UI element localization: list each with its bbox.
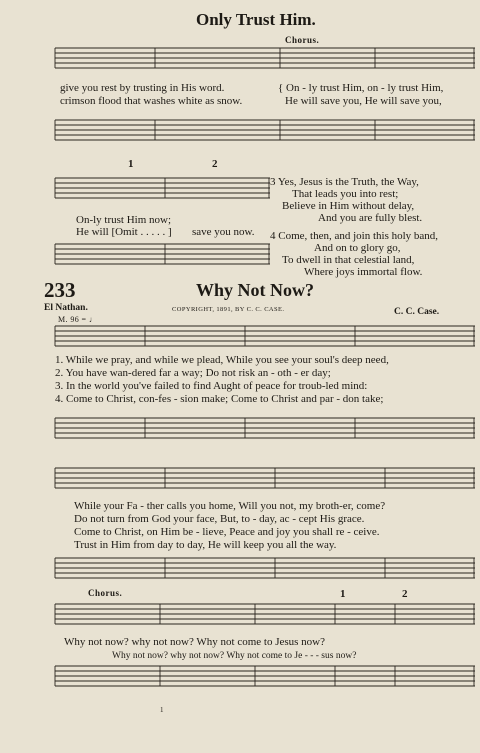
song2-author: El Nathan. <box>44 303 88 313</box>
song1-chorus-line2b: He will save you, He will save you, <box>285 95 442 107</box>
song1-chorus-line1: { On - ly trust Him, on - ly trust Him, <box>278 82 444 94</box>
song1-chorus-line1b: give you rest by trusting in His word. <box>60 82 225 94</box>
hymn-number: 233 <box>44 278 76 302</box>
song1-chorus-line2a: crimson flood that washes white as snow. <box>60 95 243 107</box>
song1-ending-1: 1 <box>128 158 134 170</box>
song1-verse4-line4: Where joys immortal flow. <box>304 266 423 278</box>
song2-verse-b-1: While your Fa - ther calls you home, Will you not, my broth-er, come? <box>74 500 386 512</box>
staff-system-3-bass <box>55 412 475 452</box>
staff-system-2-bass <box>55 238 270 278</box>
song2-verse-a-4: 4. Come to Christ, con-fes - sion make; Come to Christ and par - don take; <box>55 393 384 405</box>
song2-verse-a-2: 2. You have wan-dered far a way; Do not risk an - oth - er day; <box>55 367 331 379</box>
song2-title: Why Not Now? <box>196 280 315 300</box>
staff-system-2-treble <box>55 172 270 212</box>
song2-verse-a-1: 1. While we pray, and while we plead, While you see your soul's deep need, <box>55 354 389 366</box>
song1-title: Only Trust Him. <box>196 10 316 29</box>
song2-chorus-line1: Why not now? why not now? Why not come to Jesus now? <box>64 636 326 648</box>
song1-ending-2: 2 <box>212 158 218 170</box>
song1-verse3-line2: That leads you into rest; <box>292 188 399 200</box>
song1-tail2a: He will [Omit . . . . . ] <box>76 226 172 238</box>
page-mark: 1 <box>160 706 164 714</box>
song2-verse-b-2: Do not turn from God your face, But, to - day, ac - cept His grace. <box>74 513 365 525</box>
song1-tail1: On-ly trust Him now; <box>76 214 172 226</box>
staff-system-1-treble <box>55 42 475 82</box>
song1-verse3-line4: And you are fully blest. <box>318 212 423 224</box>
staff-system-5-treble <box>55 598 475 638</box>
staff-system-4-bass <box>55 552 475 592</box>
song2-ending-1: 1 <box>340 588 346 600</box>
song2-tempo: M. 96 = ♩ <box>58 315 98 324</box>
song2-chorus-line2: Why not now? why not now? Why not come to Je - - - sus now? <box>112 651 357 661</box>
song2-copyright: COPYRIGHT, 1891, BY C. C. CASE. <box>172 306 285 313</box>
song1-verse3-line3: Believe in Him without delay, <box>282 200 415 212</box>
song2-chorus-label: Chorus. <box>88 588 123 598</box>
song2-verse-b-4: Trust in Him from day to day, He will keep you all the way. <box>74 539 337 551</box>
song2-verse-a-3: 3. In the world you've failed to find Aught of peace for troub-led mind: <box>55 380 368 392</box>
staff-system-1-bass <box>55 114 475 154</box>
staff-system-4-treble <box>55 462 475 502</box>
song1-verse3-line1: 3 Yes, Jesus is the Truth, the Way, <box>270 176 419 188</box>
song1-chorus-label: Chorus. <box>285 35 320 45</box>
song1-verse4-line1: 4 Come, then, and join this holy band, <box>270 230 439 242</box>
song1-verse4-line2: And on to glory go, <box>314 242 401 254</box>
song1-tail2b: save you now. <box>192 226 255 238</box>
song2-ending-2: 2 <box>402 588 408 600</box>
song2-verse-b-3: Come to Christ, on Him be - lieve, Peace and joy you shall re - ceive. <box>74 526 380 538</box>
song2-composer: C. C. Case. <box>394 307 440 317</box>
staff-system-5-bass <box>55 660 475 700</box>
song1-verse4-line3: To dwell in that celestial land, <box>282 254 415 266</box>
